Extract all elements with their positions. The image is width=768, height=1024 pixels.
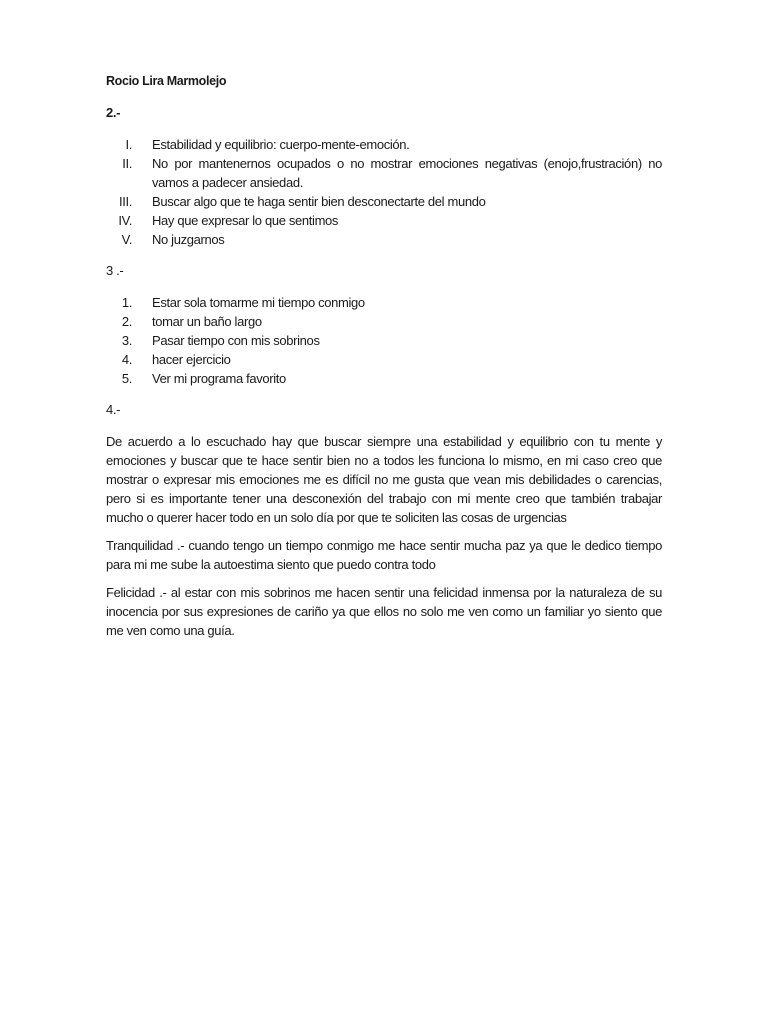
list-marker: 4. <box>121 352 132 367</box>
list-marker: I. <box>125 137 132 152</box>
paragraph: Felicidad .- al estar con mis sobrinos me hacen sentir una felicidad inmensa por la naturaleza de su inocencia por sus expresiones de cariño ya que ellos no solo me ven como un familiar yo siento que me ven como una guía. <box>106 585 662 638</box>
list-item <box>106 312 662 331</box>
list-marker: 3. <box>121 333 132 348</box>
list-item-text: Hay que expresar lo que sentimos <box>152 213 339 228</box>
list-item <box>106 350 662 369</box>
list-item-text: No juzgarnos <box>152 232 225 247</box>
list-marker: IV. <box>118 213 132 228</box>
list-marker: 1. <box>121 295 132 310</box>
author-name: Rocio Lira Marmolejo <box>106 74 227 88</box>
list-item <box>106 154 662 192</box>
list-item-text: No por mantenernos ocupados o no mostrar emociones negativas (enojo,frustración) no vamos a padecer ansiedad. <box>152 156 662 190</box>
list-marker: III. <box>118 194 132 209</box>
list-item <box>106 293 662 312</box>
list-item <box>106 192 662 211</box>
section-3-heading: 3 .- <box>106 263 124 278</box>
list-marker: 2. <box>121 314 132 329</box>
list-item <box>106 135 662 154</box>
list-item-text: Estar sola tomarme mi tiempo conmigo <box>152 295 365 310</box>
document-body <box>106 72 662 649</box>
section-3-list <box>106 293 662 388</box>
list-item <box>106 369 662 388</box>
list-marker: 5. <box>121 371 132 386</box>
list-item-text: hacer ejercicio <box>152 352 231 367</box>
list-item-text: tomar un baño largo <box>152 314 262 329</box>
list-item-text: Pasar tiempo con mis sobrinos <box>152 333 320 348</box>
paragraph: Tranquilidad .- cuando tengo un tiempo conmigo me hace sentir mucha paz ya que le dedico tiempo para mi me sube la autoestima siento que puedo contra todo <box>106 538 662 572</box>
list-marker: II. <box>122 156 132 171</box>
section-2-list <box>106 135 662 249</box>
section-4-heading: 4.- <box>106 402 121 417</box>
list-item-text: Ver mi programa favorito <box>152 371 286 386</box>
list-item <box>106 331 662 350</box>
list-item <box>106 230 662 249</box>
list-item <box>106 211 662 230</box>
list-item-text: Buscar algo que te haga sentir bien desconectarte del mundo <box>152 194 486 209</box>
list-marker: V. <box>121 232 132 247</box>
list-item-text: Estabilidad y equilibrio: cuerpo-mente-emoción. <box>152 137 410 152</box>
paragraph: De acuerdo a lo escuchado hay que buscar siempre una estabilidad y equilibrio con tu mente y emociones y buscar que te hace sentir bien no a todos les funciona lo mismo, en mi caso creo que mostrar o expresar mis emociones me es difícil no me gusta que vean mis debilidades o carencias, pero si es importante tener una desconexión del trabajo con mi mente creo que también trabajar mucho o querer hacer todo en un solo día por que te soliciten las cosas de urgencias <box>106 434 662 525</box>
section-2-heading: 2.- <box>106 105 121 120</box>
